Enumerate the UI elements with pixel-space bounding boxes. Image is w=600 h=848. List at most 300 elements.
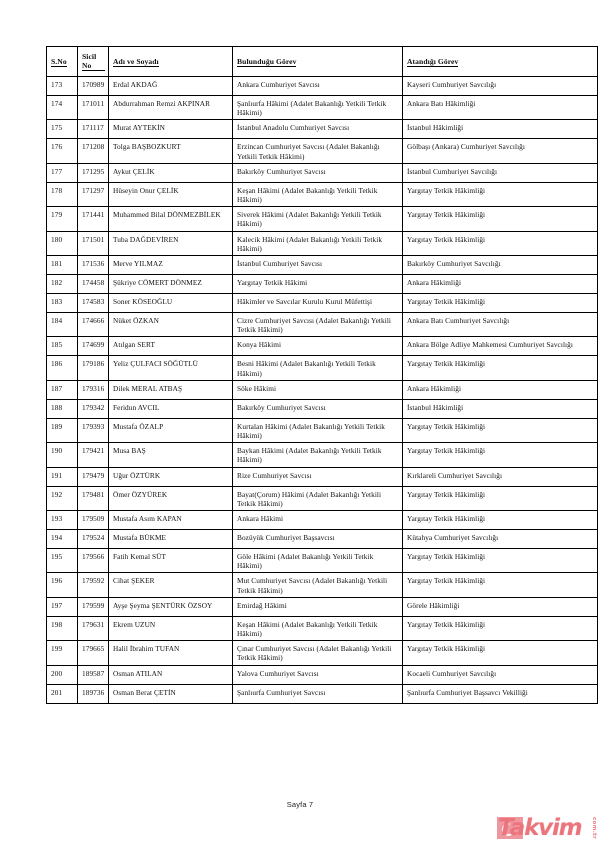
cell-sicil_no-text: 171117: [82, 123, 104, 133]
cell-ad_soyad: [109, 530, 233, 549]
cell-atandigi-text: Kütahya Cumhuriyet Savcılığı: [407, 533, 499, 543]
table-row: [47, 399, 598, 418]
cell-atandigi-text: Gölbaşı (Ankara) Cumhuriyet Savcılığı: [407, 142, 526, 152]
column-header-sno: [47, 47, 78, 77]
cell-sicil_no-text: 179509: [82, 514, 105, 524]
cell-ad_soyad-text: Aykut ÇELİK: [113, 166, 155, 176]
cell-atandigi: [403, 96, 598, 120]
table-row: [47, 356, 598, 380]
cell-sno-text: 185: [51, 340, 63, 350]
cell-sicil_no-text: 189736: [82, 687, 105, 697]
cell-sicil_no-text: 174583: [82, 297, 105, 307]
column-header-ad-soyad: [109, 47, 233, 77]
cell-bulundugu-text: Ankara Hâkimi: [237, 514, 284, 524]
cell-ad_soyad: [109, 356, 233, 380]
cell-sno-text: 180: [51, 234, 63, 244]
cell-bulundugu: [233, 294, 403, 313]
cell-bulundugu-text: Kalecik Hâkimi (Adalet Bakanlığı Yetkili Tetkik Hâkimi): [237, 234, 383, 253]
cell-ad_soyad: [109, 597, 233, 616]
cell-bulundugu: [233, 399, 403, 418]
table-row: [47, 684, 598, 703]
cell-bulundugu-text: Yargıtay Tetkik Hâkimi: [237, 278, 308, 288]
cell-sno-text: 197: [51, 600, 63, 610]
cell-bulundugu-text: Emirdağ Hâkimi: [237, 600, 287, 610]
table-row: [47, 163, 598, 182]
cell-sno: [47, 684, 78, 703]
watermark-word: akvim: [509, 815, 582, 841]
cell-atandigi: [403, 356, 598, 380]
cell-ad_soyad: [109, 665, 233, 684]
cell-bulundugu: [233, 182, 403, 206]
cell-sicil_no: [78, 549, 109, 573]
cell-ad_soyad-text: Cihat ŞEKER: [113, 576, 155, 586]
cell-atandigi-text: Yargıtay Tetkik Hâkimliği: [407, 619, 486, 629]
cell-bulundugu-text: Cizre Cumhuriyet Savcısı (Adalet Bakanlığı Yetkili Tetkik Hâkimi): [237, 316, 392, 335]
cell-ad_soyad: [109, 120, 233, 139]
table-row: [47, 207, 598, 231]
table-row: [47, 96, 598, 120]
cell-atandigi-text: Yargıtay Tetkik Hâkimliği: [407, 446, 486, 456]
cell-sno: [47, 313, 78, 337]
cell-atandigi-text: İstanbul Hâkimliği: [407, 402, 464, 412]
cell-atandigi: [403, 139, 598, 163]
cell-sno: [47, 418, 78, 442]
cell-sicil_no: [78, 380, 109, 399]
cell-sno: [47, 597, 78, 616]
cell-sno-text: 190: [51, 446, 63, 456]
cell-sno: [47, 443, 78, 467]
cell-sicil_no-text: 170989: [82, 80, 105, 89]
cell-sno-text: 173: [51, 80, 63, 89]
cell-ad_soyad: [109, 399, 233, 418]
cell-atandigi-text: Ankara Hâkimliği: [407, 278, 462, 288]
cell-sicil_no: [78, 182, 109, 206]
cell-sno: [47, 96, 78, 120]
cell-sicil_no-text: 179665: [82, 644, 105, 654]
cell-bulundugu: [233, 549, 403, 573]
table-row: [47, 182, 598, 206]
cell-sno-text: 178: [51, 185, 63, 195]
cell-sno-text: 177: [51, 166, 63, 176]
cell-atandigi: [403, 399, 598, 418]
cell-sicil_no: [78, 163, 109, 182]
cell-ad_soyad: [109, 549, 233, 573]
cell-sno: [47, 182, 78, 206]
cell-bulundugu-text: Erzincan Cumhuriyet Savcısı (Adalet Bakanlığı Yetkili Tetkik Hâkimi): [237, 142, 380, 161]
cell-ad_soyad: [109, 182, 233, 206]
cell-sicil_no: [78, 337, 109, 356]
page-footer: Sayfa 7: [286, 800, 314, 809]
cell-sicil_no: [78, 467, 109, 486]
cell-sno: [47, 77, 78, 96]
cell-bulundugu-text: Çınar Cumhuriyet Savcısı (Adalet Bakanlığı Yetkili Tetkik Hâkimi): [237, 644, 392, 663]
cell-bulundugu: [233, 467, 403, 486]
cell-ad_soyad-text: Nüket ÖZKAN: [113, 316, 159, 326]
table-row: [47, 511, 598, 530]
cell-ad_soyad-text: Muhammed Bilal DÖNMEZBİLEK: [113, 210, 221, 220]
cell-bulundugu-text: Keşan Hâkimi (Adalet Bakanlığı Yetkili Tetkik Hâkimi): [237, 619, 378, 639]
cell-atandigi-text: Kocaeli Cumhuriyet Savcılığı: [407, 668, 497, 678]
cell-atandigi-text: Yargıtay Tetkik Hâkimliği: [407, 576, 486, 586]
cell-sicil_no-text: 174699: [82, 340, 105, 350]
cell-ad_soyad: [109, 511, 233, 530]
table-row: [47, 418, 598, 442]
cell-bulundugu: [233, 443, 403, 467]
cell-sicil_no: [78, 294, 109, 313]
cell-sicil_no-text: 179421: [82, 446, 105, 456]
cell-bulundugu-text: Mut Cumhuriyet Savcısı (Adalet Bakanlığı Yetkili Tetkik Hâkimi): [237, 576, 388, 595]
cell-atandigi-text: Ankara Batı Hâkimliği: [407, 99, 476, 108]
table-row: [47, 467, 598, 486]
cell-atandigi-text: Ankara Bölge Adliye Mahkemesi Cumhuriyet Savcılığı: [407, 340, 573, 350]
cell-sno-text: 193: [51, 514, 63, 524]
table-row: [47, 337, 598, 356]
cell-sno-text: 174: [51, 99, 63, 108]
cell-bulundugu: [233, 231, 403, 255]
cell-ad_soyad: [109, 380, 233, 399]
table-row: [47, 443, 598, 467]
cell-ad_soyad-text: Musa BAŞ: [113, 446, 146, 456]
cell-bulundugu: [233, 256, 403, 275]
cell-sicil_no: [78, 486, 109, 510]
cell-atandigi: [403, 231, 598, 255]
cell-atandigi: [403, 530, 598, 549]
cell-bulundugu-text: Şanlıurfa Hâkimi (Adalet Bakanlığı Yetkili Tetkik Hâkimi): [237, 99, 387, 118]
cell-bulundugu-text: Bakırköy Cumhuriyet Savcısı: [237, 402, 326, 412]
cell-sno: [47, 549, 78, 573]
cell-bulundugu-text: Siverek Hâkimi (Adalet Bakanlığı Yetkili Tetkik Hâkimi): [237, 210, 382, 229]
cell-ad_soyad-text: Tolga BAŞBOZKURT: [113, 142, 181, 152]
cell-sicil_no: [78, 597, 109, 616]
cell-sno: [47, 163, 78, 182]
column-header-bulundugu-gorev-label: Bulunduğu Görev: [237, 56, 297, 66]
table-row: [47, 275, 598, 294]
cell-bulundugu-text: Besni Hâkimi (Adalet Bakanlığı Yetkili Tetkik Hâkimi): [237, 359, 376, 378]
cell-atandigi: [403, 467, 598, 486]
cell-sno: [47, 256, 78, 275]
cell-ad_soyad: [109, 313, 233, 337]
cell-sno: [47, 530, 78, 549]
cell-sicil_no-text: 179393: [82, 421, 105, 431]
cell-bulundugu-text: Hâkimler ve Savcılar Kurulu Kurul Müfettişi: [237, 297, 373, 307]
column-header-sicil-no-label: Sicil No: [82, 52, 105, 71]
cell-sno: [47, 511, 78, 530]
cell-bulundugu-text: Bakırköy Cumhuriyet Savcısı: [237, 166, 326, 176]
watermark-initial: T: [498, 815, 510, 841]
cell-sicil_no: [78, 96, 109, 120]
cell-ad_soyad-text: Tuba DAĞDEVİREN: [113, 234, 179, 244]
cell-ad_soyad: [109, 337, 233, 356]
cell-sno: [47, 337, 78, 356]
cell-atandigi: [403, 337, 598, 356]
cell-sno: [47, 616, 78, 640]
cell-sicil_no: [78, 256, 109, 275]
cell-bulundugu: [233, 511, 403, 530]
cell-atandigi: [403, 443, 598, 467]
cell-sno-text: 189: [51, 421, 63, 431]
table-row: [47, 380, 598, 399]
column-header-sicil-no: [78, 47, 109, 77]
cell-ad_soyad-text: Mustafa Asım KAPAN: [113, 514, 182, 524]
cell-sno: [47, 356, 78, 380]
cell-sno-text: 194: [51, 533, 63, 543]
watermark-tld: com.tr: [591, 817, 597, 840]
cell-sicil_no: [78, 443, 109, 467]
cell-bulundugu: [233, 486, 403, 510]
cell-bulundugu: [233, 77, 403, 96]
cell-sicil_no-text: 179481: [82, 489, 105, 499]
cell-ad_soyad-text: Halil İbrahim TUFAN: [113, 644, 180, 654]
cell-sicil_no: [78, 207, 109, 231]
table-row: [47, 139, 598, 163]
cell-ad_soyad: [109, 294, 233, 313]
cell-bulundugu: [233, 530, 403, 549]
table-row: [47, 294, 598, 313]
cell-bulundugu-text: Bayat(Çorum) Hâkimi (Adalet Bakanlığı Yetkili Tetkik Hâkimi): [237, 489, 382, 508]
cell-bulundugu-text: Kurtalan Hâkimi (Adalet Bakanlığı Yetkili Tetkik Hâkimi): [237, 421, 385, 441]
cell-sicil_no: [78, 356, 109, 380]
cell-atandigi-text: Ankara Hâkimliği: [407, 383, 462, 393]
cell-bulundugu-text: Keşan Hâkimi (Adalet Bakanlığı Yetkili Tetkik Hâkimi): [237, 185, 378, 205]
cell-bulundugu: [233, 139, 403, 163]
table-row: [47, 256, 598, 275]
cell-ad_soyad-text: Soner KÖSEOĞLU: [113, 297, 173, 307]
cell-sno: [47, 486, 78, 510]
cell-ad_soyad-text: Şükriye CÖMERT DÖNMEZ: [113, 278, 202, 288]
table-row: [47, 665, 598, 684]
cell-ad_soyad: [109, 139, 233, 163]
cell-ad_soyad-text: Mustafa ÖZALP: [113, 421, 164, 431]
cell-sno-text: 196: [51, 576, 63, 586]
cell-ad_soyad-text: Merve YILMAZ: [113, 259, 163, 269]
cell-sno: [47, 275, 78, 294]
cell-sno-text: 179: [51, 210, 63, 220]
cell-ad_soyad-text: Hüseyin Onur ÇELİK: [113, 185, 179, 195]
cell-atandigi-text: Ankara Batı Cumhuriyet Savcılığı: [407, 316, 510, 326]
cell-bulundugu-text: Baykan Hâkimi (Adalet Bakanlığı Yetkili Tetkik Hâkimi): [237, 446, 382, 465]
cell-ad_soyad-text: Feridun AVCIL: [113, 402, 160, 412]
cell-atandigi-text: Şanlıurfa Cumhuriyet Başsavcı Vekilliği: [407, 687, 528, 697]
cell-ad_soyad: [109, 641, 233, 665]
table-header: [47, 47, 598, 77]
cell-atandigi: [403, 616, 598, 640]
cell-sicil_no: [78, 313, 109, 337]
cell-atandigi: [403, 665, 598, 684]
table-row: [47, 573, 598, 597]
cell-sicil_no-text: 179524: [82, 533, 105, 543]
cell-bulundugu: [233, 207, 403, 231]
column-header-ad-soyad-label: Adı ve Soyadı: [113, 56, 159, 66]
cell-bulundugu: [233, 684, 403, 703]
cell-sno-text: 195: [51, 552, 63, 562]
cell-bulundugu: [233, 337, 403, 356]
cell-atandigi-text: İstanbul Cumhuriyet Savcılığı: [407, 166, 498, 176]
cell-sicil_no: [78, 641, 109, 665]
cell-ad_soyad-text: Uğur ÖZTÜRK: [113, 470, 161, 480]
cell-sno-text: 201: [51, 687, 63, 697]
cell-bulundugu-text: Şanlıurfa Cumhuriyet Savcısı: [237, 687, 326, 697]
cell-atandigi: [403, 641, 598, 665]
cell-atandigi: [403, 120, 598, 139]
cell-sicil_no-text: 179592: [82, 576, 105, 586]
cell-atandigi: [403, 380, 598, 399]
cell-sicil_no-text: 189587: [82, 668, 105, 678]
cell-atandigi-text: Yargıtay Tetkik Hâkimliği: [407, 234, 486, 244]
cell-sicil_no-text: 174666: [82, 316, 105, 326]
takvim-watermark: [497, 814, 597, 844]
cell-atandigi-text: Yargıtay Tetkik Hâkimliği: [407, 644, 486, 654]
cell-sicil_no: [78, 77, 109, 96]
table-row: [47, 313, 598, 337]
cell-sno-text: 183: [51, 297, 63, 307]
cell-sicil_no-text: 171501: [82, 234, 105, 244]
cell-ad_soyad-text: Fatih Kemal SÜT: [113, 552, 166, 562]
cell-sno-text: 184: [51, 316, 63, 326]
cell-ad_soyad: [109, 275, 233, 294]
cell-sicil_no-text: 179186: [82, 359, 105, 369]
cell-sicil_no-text: 179631: [82, 619, 105, 629]
cell-sicil_no-text: 179479: [82, 470, 105, 480]
cell-bulundugu-text: Söke Hâkimi: [237, 383, 277, 393]
cell-sicil_no: [78, 399, 109, 418]
cell-atandigi: [403, 207, 598, 231]
cell-sno: [47, 573, 78, 597]
cell-sno: [47, 399, 78, 418]
cell-ad_soyad: [109, 96, 233, 120]
cell-bulundugu: [233, 597, 403, 616]
cell-atandigi: [403, 597, 598, 616]
cell-bulundugu: [233, 96, 403, 120]
cell-atandigi-text: Yargıtay Tetkik Hâkimliği: [407, 514, 486, 524]
cell-ad_soyad: [109, 616, 233, 640]
cell-sicil_no: [78, 684, 109, 703]
cell-atandigi: [403, 294, 598, 313]
cell-ad_soyad: [109, 77, 233, 96]
cell-sicil_no-text: 171208: [82, 142, 105, 152]
cell-sicil_no-text: 171441: [82, 210, 105, 220]
cell-sicil_no: [78, 511, 109, 530]
cell-bulundugu-text: Göle Hâkimi (Adalet Bakanlığı Yetkili Tetkik Hâkimi): [237, 552, 374, 571]
cell-atandigi-text: Görele Hâkimliği: [407, 600, 460, 610]
cell-ad_soyad: [109, 684, 233, 703]
cell-atandigi-text: Yargıtay Tetkik Hâkimliği: [407, 489, 486, 499]
cell-ad_soyad-text: Erdal AKDAĞ: [113, 80, 158, 89]
cell-atandigi: [403, 511, 598, 530]
cell-ad_soyad-text: Yeliz ÇULFACI SÖĞÜTLÜ: [113, 359, 198, 369]
cell-sno: [47, 139, 78, 163]
cell-atandigi-text: Yargıtay Tetkik Hâkimliği: [407, 185, 486, 195]
cell-ad_soyad-text: Osman Berat ÇETİN: [113, 687, 176, 697]
column-header-bulundugu-gorev: [233, 47, 403, 77]
cell-atandigi-text: Yargıtay Tetkik Hâkimliği: [407, 552, 486, 562]
cell-atandigi: [403, 275, 598, 294]
cell-ad_soyad: [109, 163, 233, 182]
cell-ad_soyad-text: Abdurrahman Remzi AKPINAR: [113, 99, 211, 108]
column-header-atandigi-gorev-label: Atandığı Görev: [407, 56, 459, 66]
cell-sno: [47, 207, 78, 231]
cell-bulundugu: [233, 573, 403, 597]
cell-ad_soyad-text: Mustafa BÜKME: [113, 533, 167, 543]
cell-bulundugu-text: Bozüyük Cumhuriyet Başsavcısı: [237, 533, 335, 543]
cell-sno-text: 186: [51, 359, 63, 369]
cell-atandigi-text: Kırklareli Cumhuriyet Savcılığı: [407, 470, 503, 480]
cell-bulundugu-text: Rize Cumhuriyet Savcısı: [237, 470, 312, 480]
cell-bulundugu: [233, 641, 403, 665]
cell-bulundugu: [233, 380, 403, 399]
cell-sno-text: 200: [51, 668, 63, 678]
cell-sicil_no: [78, 275, 109, 294]
cell-sicil_no-text: 171295: [82, 166, 105, 176]
cell-atandigi-text: Yargıtay Tetkik Hâkimliği: [407, 297, 486, 307]
cell-sicil_no: [78, 616, 109, 640]
cell-sno: [47, 467, 78, 486]
table-row: [47, 231, 598, 255]
cell-sno-text: 191: [51, 470, 63, 480]
cell-ad_soyad-text: Ömer ÖZYÜREK: [113, 489, 168, 499]
cell-sno-text: 175: [51, 123, 63, 133]
cell-ad_soyad: [109, 418, 233, 442]
cell-ad_soyad-text: Murat AYTEKİN: [113, 123, 165, 133]
cell-atandigi-text: Yargıtay Tetkik Hâkimliği: [407, 359, 486, 369]
cell-atandigi-text: Kayseri Cumhuriyet Savcılığı: [407, 80, 497, 89]
table-row: [47, 616, 598, 640]
cell-bulundugu-text: Konya Hâkimi: [237, 340, 282, 350]
table-row: [47, 597, 598, 616]
cell-ad_soyad-text: Dilek MERAL ATBAŞ: [113, 383, 183, 393]
cell-atandigi: [403, 573, 598, 597]
table-row: [47, 549, 598, 573]
cell-atandigi: [403, 313, 598, 337]
cell-ad_soyad-text: Atılgan SERT: [113, 340, 155, 350]
cell-ad_soyad: [109, 256, 233, 275]
cell-sno-text: 192: [51, 489, 63, 499]
cell-atandigi: [403, 182, 598, 206]
cell-sno-text: 182: [51, 278, 63, 288]
cell-sno-text: 187: [51, 383, 63, 393]
cell-bulundugu-text: Ankara Cumhuriyet Savcısı: [237, 80, 320, 89]
cell-atandigi-text: Yargıtay Tetkik Hâkimliği: [407, 210, 486, 220]
cell-bulundugu: [233, 163, 403, 182]
table-row: [47, 486, 598, 510]
cell-sno: [47, 665, 78, 684]
table-row: [47, 641, 598, 665]
cell-bulundugu-text: Yalova Cumhuriyet Savcısı: [237, 668, 319, 678]
cell-bulundugu: [233, 120, 403, 139]
cell-atandigi-text: Bakırköy Cumhuriyet Savcılığı: [407, 259, 501, 269]
cell-sno: [47, 120, 78, 139]
cell-sno-text: 198: [51, 619, 63, 629]
table-row: [47, 530, 598, 549]
cell-sicil_no: [78, 231, 109, 255]
column-header-sno-label: S.No: [51, 56, 67, 66]
cell-bulundugu: [233, 418, 403, 442]
cell-sno-text: 188: [51, 402, 63, 412]
cell-sno-text: 181: [51, 259, 63, 269]
cell-atandigi: [403, 77, 598, 96]
cell-sicil_no-text: 174458: [82, 278, 105, 288]
cell-sicil_no: [78, 665, 109, 684]
cell-ad_soyad: [109, 467, 233, 486]
cell-sicil_no: [78, 120, 109, 139]
cell-atandigi: [403, 549, 598, 573]
cell-atandigi: [403, 684, 598, 703]
cell-bulundugu: [233, 275, 403, 294]
cell-ad_soyad: [109, 231, 233, 255]
table-header-row: [47, 47, 598, 77]
cell-ad_soyad: [109, 486, 233, 510]
cell-atandigi: [403, 163, 598, 182]
cell-sno: [47, 231, 78, 255]
